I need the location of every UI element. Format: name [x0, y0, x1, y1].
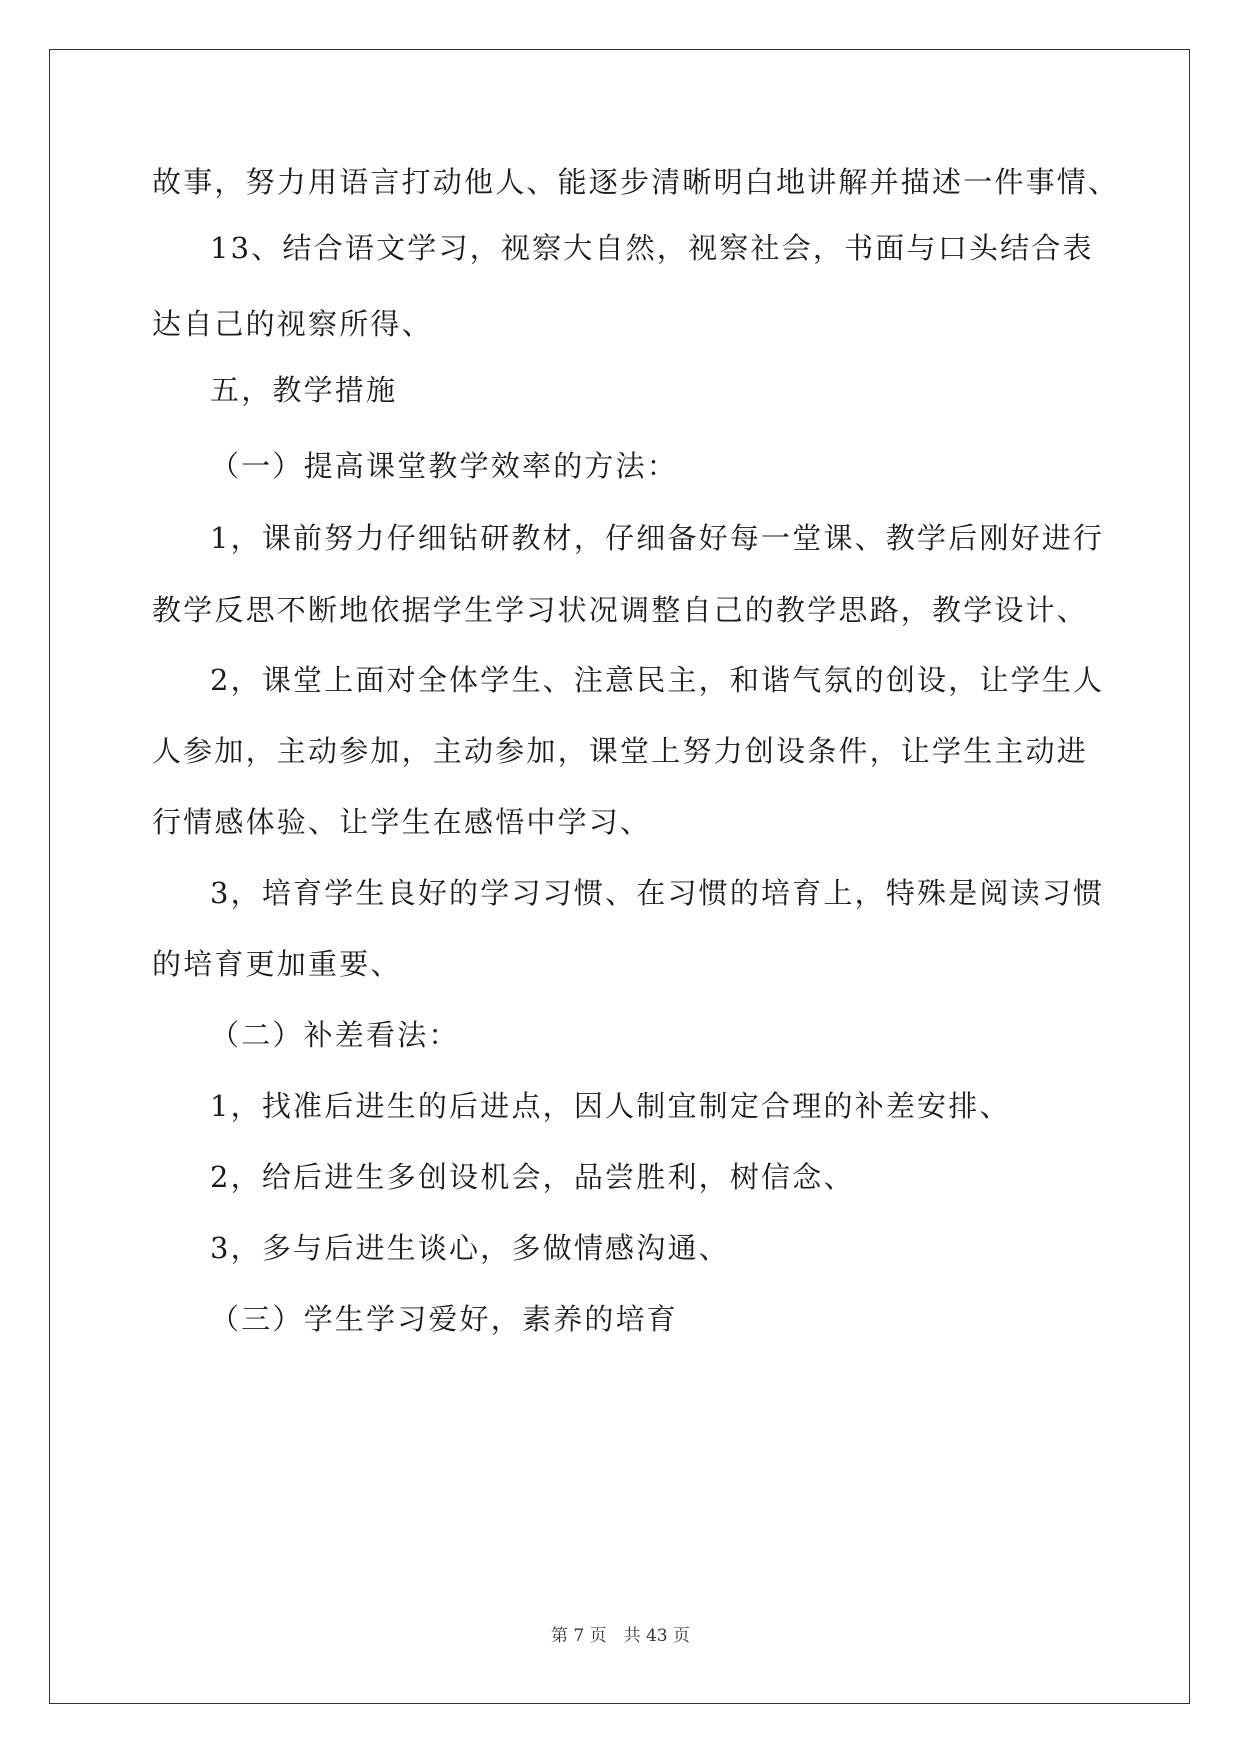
subsection-heading: （一）提高课堂教学效率的方法： [210, 449, 679, 483]
subsection-heading: （二）补差看法： [210, 1018, 460, 1052]
paragraph-line: 行情感体验、让学生在感悟中学习、 [152, 805, 652, 839]
paragraph-line: 13、结合语文学习，视察大自然，视察社会，书面与口头结合表 [210, 231, 1094, 265]
section-heading: 五，教学措施 [210, 373, 398, 407]
paragraph-line: 1，课前努力仔细钻研教材，仔细备好每一堂课、教学后刚好进行 [210, 521, 1105, 555]
paragraph-line: 2，课堂上面对全体学生、注意民主，和谐气氛的创设，让学生人 [210, 663, 1105, 697]
paragraph-line: 的培育更加重要、 [152, 947, 402, 981]
paragraph-line: 教学反思不断地依据学生学习状况调整自己的教学思路，教学设计、 [152, 593, 1089, 627]
paragraph-line: 人参加，主动参加，主动参加，课堂上努力创设条件，让学生主动进 [152, 734, 1089, 768]
paragraph-line: 3，多与后进生谈心，多做情感沟通、 [210, 1231, 730, 1265]
paragraph-line: 故事，努力用语言打动他人、能逐步清晰明白地讲解并描述一件事情、 [152, 165, 1120, 199]
paragraph-line: 3，培育学生良好的学习习惯、在习惯的培育上，特殊是阅读习惯 [210, 876, 1105, 910]
subsection-heading: （三）学生学习爱好，素养的培育 [210, 1302, 679, 1336]
paragraph-line: 1，找准后进生的后进点，因人制宜制定合理的补差安排、 [210, 1089, 1011, 1123]
page-footer: 第 7 页 共 43 页 [550, 1626, 691, 1646]
paragraph-line: 2，给后进生多创设机会，品尝胜利，树信念、 [210, 1160, 855, 1194]
paragraph-line: 达自己的视察所得、 [152, 307, 433, 341]
